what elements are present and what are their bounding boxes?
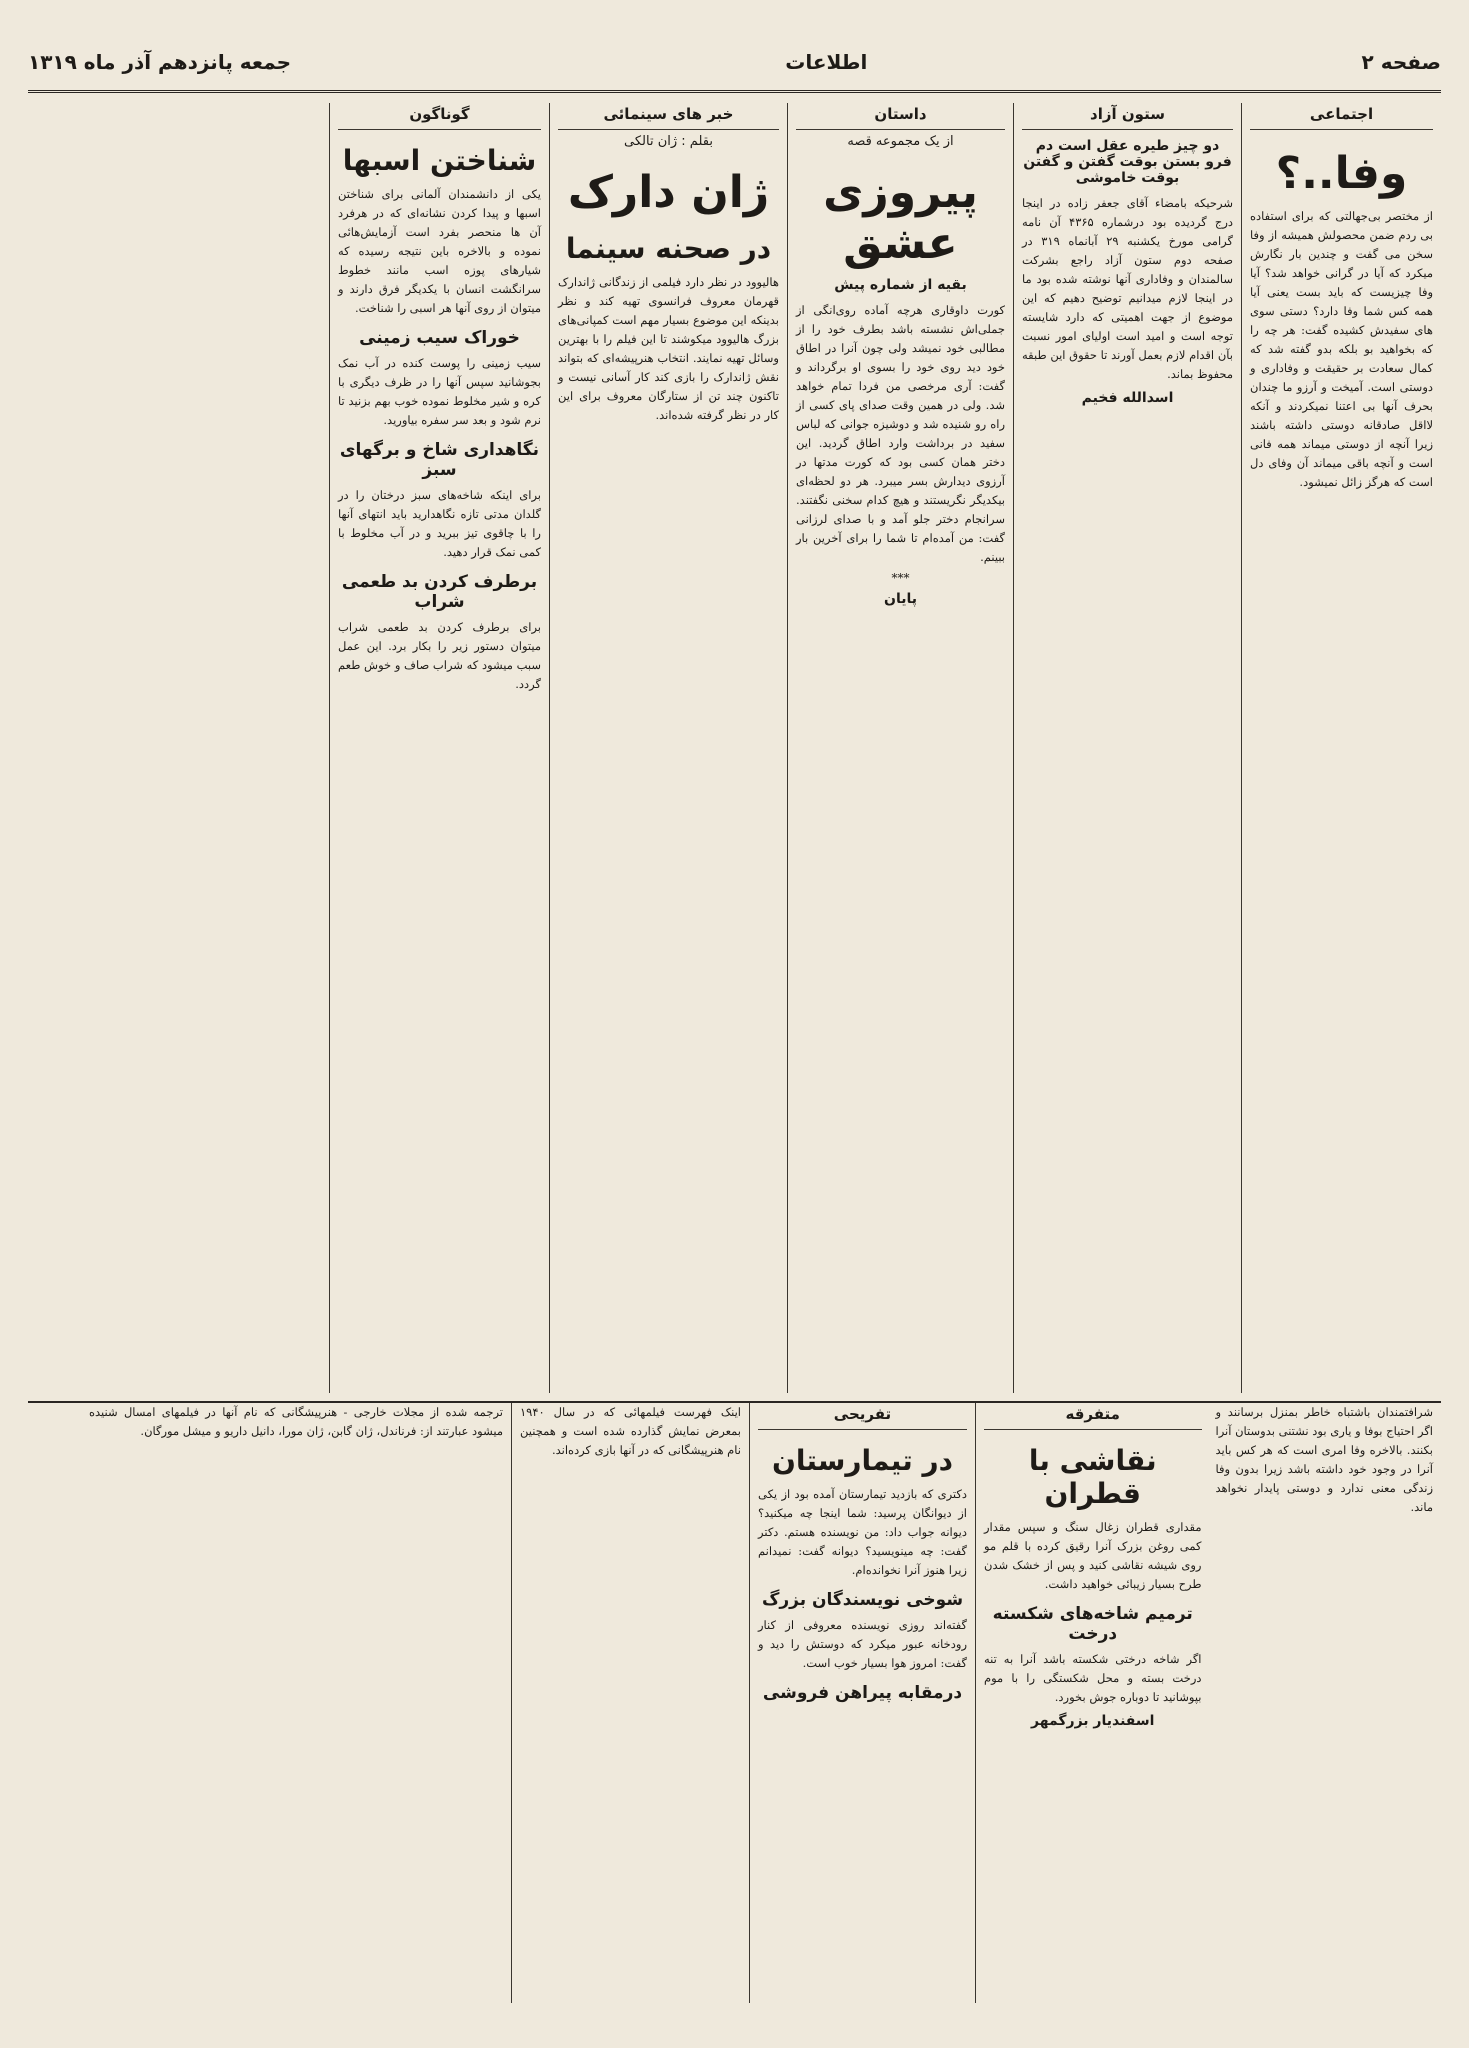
amusing-title: در تیمارستان [772, 1444, 953, 1477]
column-cinema [549, 103, 787, 1393]
separator-stars: *** [891, 571, 910, 585]
bottom-amusing [749, 1403, 975, 2003]
section-tag-misc: گوناگون [338, 103, 541, 130]
story-body: کورت داوقاری هرچه آماده روی‌انگی از جملی‌اش نشسته باشد بطرف خود را از مطالبی خود نمیشد ولی چون آنرا در اطاق خود دید روی خود را بسوی او برگرداند و گفت: آری مرخصی من فردا تمام خواهد شد. ولی در همین وقت صدای پای کسی از راه رو شنیده شد و دوشیزه جوانی که لباس سفید در برداشت وارد اطاق گردید. این دختر همان کسی بود که کورت مدتها در آرزوی دیدارش بسر میبرد. هر دو لحظه‌ای بیکدیگر نگریستند و هیچ کدام سخنی نگفتند. سرانجام دختر جلو آمد و با صدای لرزانی گفت: من آمده‌ام تا شما را برای آخرین بار ببینم. [796, 303, 1005, 564]
misc-body-tar: مقداری قطران زغال سنگ و سپس مقدار کمی روغن بزرک آنرا رقیق کرده با قلم مو روی شیشه نقاشی کنید و پس از خشک شدن طرح بسیار زیبائی خواهید داشت. [984, 1520, 1202, 1591]
misc-body-wine: برای برطرف کردن بد طعمی شراب میتوان دستور زیر را بکار برد. این عمل سبب میشود که شراب صاف و خوش طعم گردد. [338, 620, 541, 691]
misc-subtitle-branches: ترمیم شاخه‌های شکسته درخت [992, 1604, 1193, 1644]
paper-name: اطلاعات [785, 50, 868, 74]
cinema-body: هالیوود در نظر دارد فیلمی از زندگانی ژاندارک قهرمان معروف فرانسوی تهیه کند و نظر بدینکه این موضوع بسیار مهم است کمپانی‌های بزرگ هالیوود میکوشند تا این فیلم را با بهترین وسائل تهیه نمایند. انتخاب هنرپیشه‌ای که بتواند نقش ژاندارک را بازی کند کار آسانی نیست و تاکنون چند تن از ستارگان معروف برای این کار در نظر گرفته شده‌اند. [558, 275, 779, 422]
misc-title-wine: برطرف کردن بد طعمی شراب [341, 572, 538, 612]
bottom-social-free [975, 1403, 1441, 2003]
misc-continuation: ترجمه شده از مجلات خارجی - هنرپیشگانی که نام آنها در فیلمهای امسال شنیده میشود عبارتند از: فرناندل، ژان گابن، ژان مورا، دانیل داریو و میشل مورگان. [89, 1405, 503, 1438]
story-kicker: از یک مجموعه قصه [847, 134, 954, 149]
amusing-body: دکتری که بازدید تیمارستان آمده بود از یکی از دیوانگان پرسید: شما اینجا چه میکنید؟ دیوانه جواب داد: من نویسنده هستم. دکتر گفت: چه مینویسید؟ دیوانه گفت: نمیدانم زیرا هنوز آنرا نخوانده‌ام. [758, 1487, 967, 1577]
column-empty-gutter [119, 103, 329, 1393]
misc-title-leaves: نگاهداری شاخ و برگهای سبز [339, 440, 540, 480]
misc-article [984, 1403, 1202, 1729]
story-subtitle: بقیه از شماره پیش [834, 277, 967, 293]
page-number: صفحه ۲ [1361, 50, 1441, 74]
cinema-title: ژان دارک [567, 167, 770, 218]
column-story [787, 103, 1013, 1393]
article-title-wafa: وفا..؟ [1275, 148, 1408, 199]
article-body-free: شرحیکه بامضاء آقای جعفر زاده در اینجا درج گردیده بود درشماره ۴۳۶۵ آن نامه گرامی مورخ یکشنبه ۲۹ آبانماه ۳۱۹ در صفحه دوم ستون آزاد راجع بشرکت سالمندان و وفاداری آنها نوشته شده بود ما در اینجا لازم میدانیم توضیح دهیم که این موضوع از جهت اهمیتی که دارد شایسته توجه است و امید است اولیای امور نسبت بآن اقدام لازم بعمل آورند تا حقوق این طبقه محفوظ بماند. [1022, 196, 1234, 381]
cinema-subtitle: در صحنه سینما [565, 232, 772, 265]
top-columns [28, 103, 1441, 1393]
column-free [1013, 103, 1241, 1393]
article-body-wafa: از مختصر بی‌جهالتی که برای استفاده بی ردم ضمن محصولش همیشه از وفا سخن می گفت و چندین بار نگارش میکرد که آیا در گرانی خواهد شد؟ آیا وفا چیزیست که باید بست یعنی آیا همه کس شما وفا دارد؟ دستی سوی های سفیدش کشیده گفت: هر چه را که بخواهید بو بلکه بدو گفته شد که کمال سعادت بر حقیقت و وفاداری و دوستی است. آمیخت و آرزو ما چندان بحرف‌ آنها بی اعتنا نمیکردند و آنکه لااقل صادقانه دوستی داشته باشند زیرا آنچه از دوستی میماند همه فانی است و آنچه باقی میماند آن وفای دل است که هرگز زائل نمیشود. [1250, 209, 1433, 489]
misc-title-tar: نقاشی با قطران [1028, 1444, 1157, 1510]
article-title-free: دو چیز طیره عقل است دم فرو بستن بوقت گفتن و گفتن بوقت خاموشی [1023, 138, 1232, 186]
bottom-misc-cont [81, 1403, 511, 2003]
section-tag-story: داستان [796, 103, 1005, 130]
masthead [28, 40, 1441, 93]
section-tag-cinema: خبر های سینمائی [558, 103, 779, 130]
story-title: پیروزی عشق [823, 167, 978, 269]
misc-title-potato: خوراک سیب زمینی [359, 328, 520, 348]
cinema-byline: بقلم : ژان تالکی [624, 134, 713, 149]
misc-body-potato: سیب زمینی را پوست کنده در آب نمک بجوشانید سپس آنها را در ظرف دیگری با کره و شیر مخلوط نموده خوب بهم بزنید تا نرم شود و بعد سر سفره بیاورید. [338, 356, 541, 427]
bottom-cinema-cont [511, 1403, 749, 2003]
bottom-section [28, 1401, 1441, 2003]
section-tag-misc-bottom: متفرقه [984, 1403, 1202, 1430]
misc-body-branches: اگر شاخه درختی شکسته باشد آنرا به تنه درخت بسته و محل شکستگی را با موم بپوشانید تا دوباره جوش بخورد. [984, 1652, 1202, 1704]
misc-title-horses: شناختن اسبها [342, 144, 537, 177]
section-tag-social: اجتماعی [1250, 103, 1433, 130]
column-misc [329, 103, 549, 1393]
amusing-subtitle: شوخی نویسندگان بزرگ [761, 1590, 964, 1610]
column-social [1241, 103, 1441, 1393]
misc-body-horses: یکی از دانشمندان آلمانی برای شناختن اسبها و پیدا کردن نشانه‌ای که در هرفرد آن ها منحصر بفرد است آزمایش‌هائی نموده و بالاخره باین نتیجه رسیده که شیارهای پوزه اسب مانند خطوط سرانگشت انسان با یکدیگر فرق دارند و میتوان از روی آنها هر اسبی را شناخت. [338, 187, 541, 315]
amusing-body-2: گفته‌اند روزی نویسنده معروفی از کنار رودخانه عبور میکرد که دوستش را دید و گفت: امروز هوا بسیار خوب است. [758, 1618, 967, 1670]
issue-date: جمعه پانزدهم آذر ماه ۱۳۱۹ [28, 50, 292, 74]
amusing-subtitle-2: درمقابه پیراهن فروشی [762, 1683, 963, 1703]
section-tag-free: ستون آزاد [1022, 103, 1233, 130]
social-continuation: شرافتمندان باشتباه خاطر بمنزل برسانند و اگر احتیاج بوفا و یاری بود نشتنی بدوستان آنرا بکنند. بالاخره وفا امری است که هر کس باید آنرا در وجود خود داشته باشد زیرا بدون وفا زندگی معنی ندارد و دوستی پایدار نخواهد ماند. [1215, 1405, 1433, 1514]
cinema-continuation: اینک فهرست فیلمهائی که در سال ۱۹۴۰ بمعرض نمایش گذارده شده است و همچنین نام هنرپیشگانی که در آنها بازی کرده‌اند. [520, 1405, 741, 1457]
misc-body-leaves: برای اینکه شاخه‌های سبز درختان را در گلدان مدتی تازه نگاهدارید باید انتهای آنها را با چاقوی تیز ببرید و در آب مخلوط با کمی نمک قرار دهید. [338, 488, 541, 559]
bottom-two-columns [984, 1403, 1433, 1729]
article-signature-free: اسدالله فخیم [1081, 390, 1174, 406]
story-end: پایان [884, 591, 917, 607]
section-tag-amusing: تفریحی [758, 1403, 967, 1430]
misc-signature: اسفندیار بزرگمهر [1031, 1713, 1155, 1729]
